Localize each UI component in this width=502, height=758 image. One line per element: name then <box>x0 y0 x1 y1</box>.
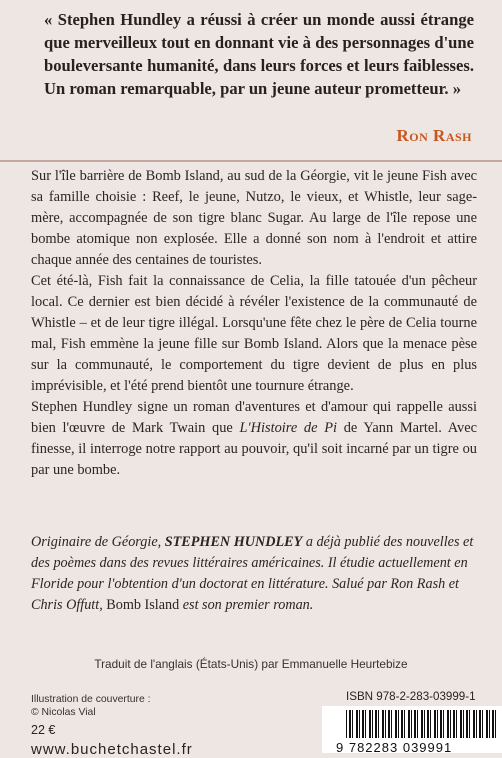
synopsis-paragraph-2: Cet été-là, Fish fait la connaissance de Celia, la fille tatouée d'un pêcheur local. Ce dernier est bien décidé à révéler l'existence de la communauté de Whistle – et de leur tigre illégal. Lorsqu'une fête chez le père de Celia tourne mal, Fish emmène la jeune fille sur Bomb Island. Alors que la menace pèse sur la communauté, le comportement du tigre devient de plus en plus imprévisible, et l'été prend bientôt une tournure étrange. <box>31 273 477 394</box>
quote-author: Ron Rash <box>396 126 472 145</box>
barcode <box>322 706 502 753</box>
author-bio <box>31 532 477 616</box>
bio-book-title: Bomb Island <box>106 597 180 613</box>
review-quote: « Stephen Hundley a réussi à créer un monde aussi étrange que merveilleux tout en donnant vie à des personnages d'une bouleversante humanité, dans leurs forces et leurs faiblesses. Un roman remarquable, par un jeune auteur prometteur. » <box>44 10 474 98</box>
bio-part-2: a déjà publié des nouvelles et des poèmes dans des revues littéraires américaines. Il étudie actuellement en Floride pour l'obtention d'un doctorat en littérature. Salué par Ron Rash et Chris Offutt, <box>31 534 474 613</box>
barcode-digits: 9 782283 039991 <box>336 740 453 753</box>
illustration-artist: © Nicolas Vial <box>31 707 96 718</box>
author-name: STEPHEN HUNDLEY <box>164 534 303 550</box>
synopsis-paragraph-1: Sur l'île barrière de Bomb Island, au sud de la Géorgie, vit le jeune Fish avec sa famille choisie : Reef, le jeune, Nutzo, le vieux, et Whistle, leur sage-mère, accompagnée de son tigre blanc Sugar. Au large de l'île repose une bombe atomique non explosée. Elle a donné son nom à l'endroit et attire chaque année des centaines de touristes. <box>31 168 477 268</box>
synopsis <box>31 166 477 481</box>
bio-part-3: est son premier roman. <box>179 597 314 613</box>
bio-part-1: Originaire de Géorgie, <box>31 534 165 550</box>
divider <box>0 160 502 162</box>
synopsis-p3-after: de Yann Martel. Avec finesse, il interroge notre rapport au pouvoir, qu'il soit incarné par un tigre ou par une bombe. <box>31 420 477 478</box>
illustration-label: Illustration de couverture : <box>31 694 151 705</box>
isbn: ISBN 978-2-283-03999-1 <box>346 690 476 703</box>
synopsis-paragraph-3 <box>31 397 477 481</box>
illustration-credit <box>31 693 151 719</box>
translation-credit: Traduit de l'anglais (États-Unis) par Emmanuelle Heurtebize <box>94 657 408 671</box>
barcode-bars <box>346 710 496 738</box>
book-title-reference: L'Histoire de Pi <box>239 420 337 436</box>
price: 22 € <box>31 723 56 737</box>
publisher-website: www.buchetchastel.fr <box>31 741 193 758</box>
synopsis-p3-before: Stephen Hundley signe un roman d'aventures et d'amour qui rappelle aussi bien l'œuvre de Mark Twain que <box>31 399 477 436</box>
